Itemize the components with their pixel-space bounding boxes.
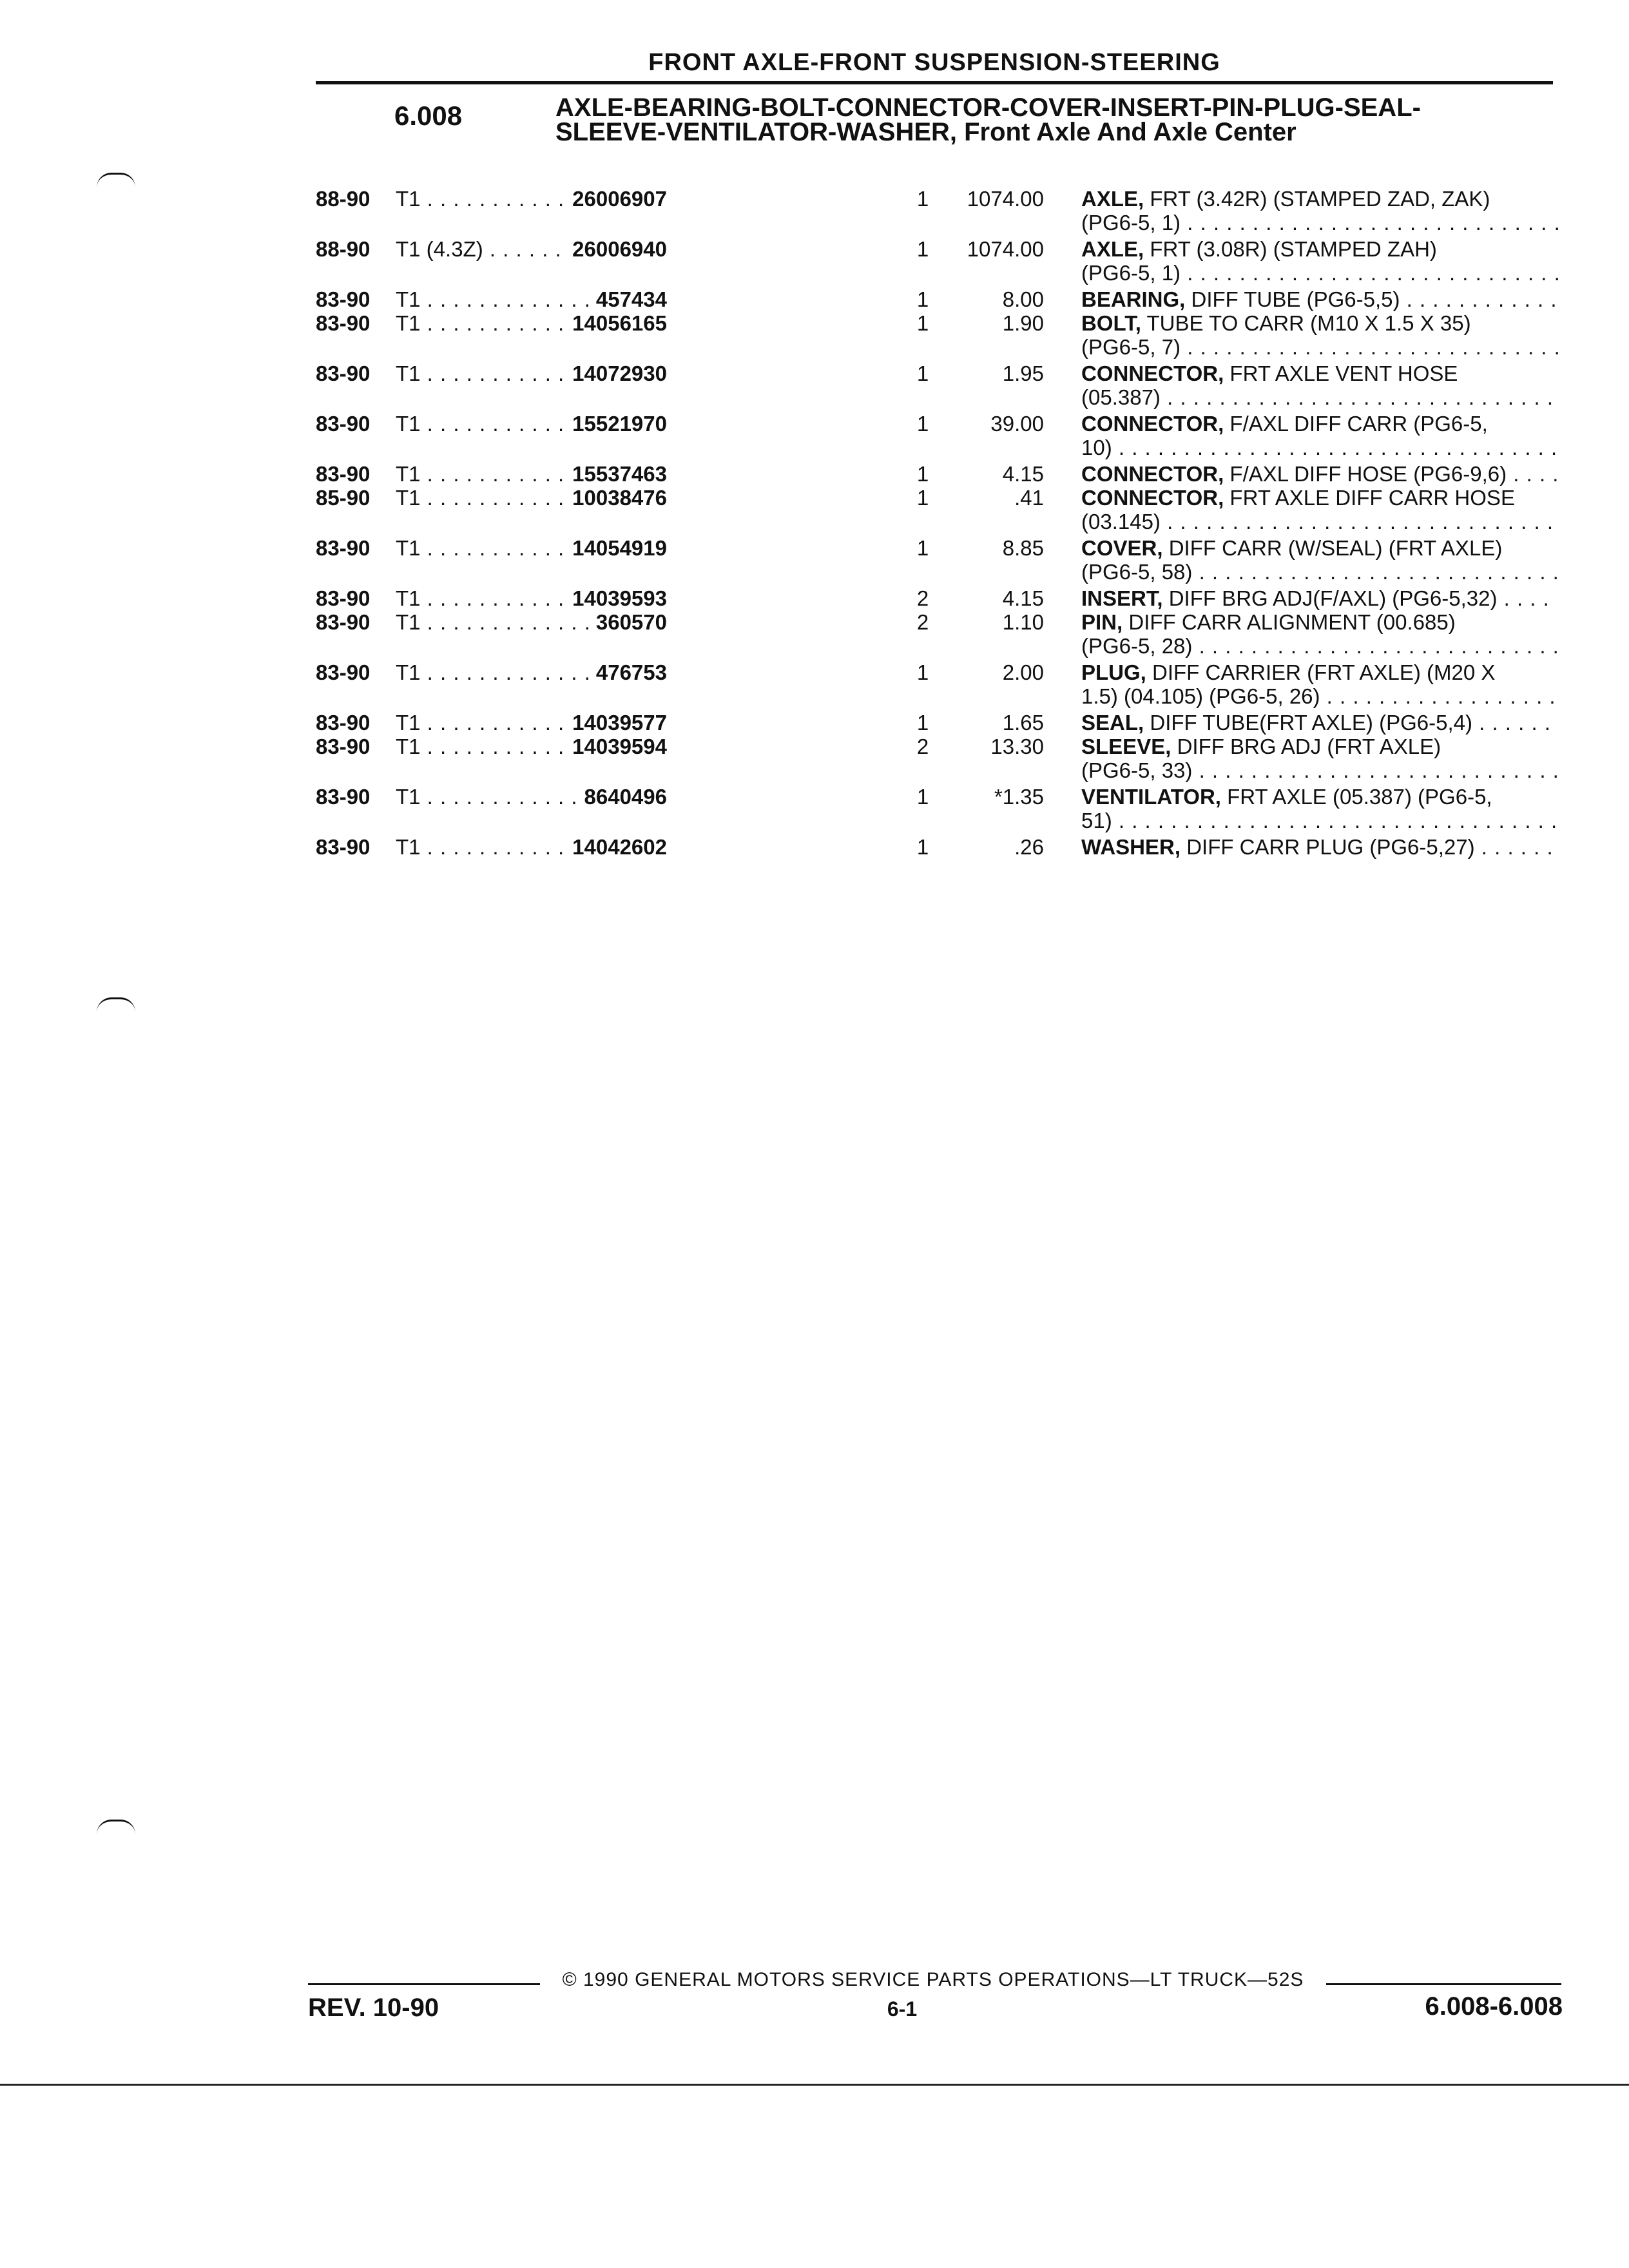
- price: .26: [1014, 835, 1044, 859]
- quantity: 1: [916, 287, 929, 311]
- part-name: BOLT,: [1081, 311, 1141, 335]
- model-code: T1 (4.3Z) . . .: [396, 237, 666, 261]
- description-text: DIFF TUBE(FRT AXLE) (PG6-5,4): [1150, 711, 1472, 735]
- description-text: FRT AXLE (05.387) (PG6-5,: [1227, 785, 1492, 809]
- description-line: [1081, 711, 1558, 735]
- description-text: FRT AXLE DIFF CARR HOSE: [1229, 486, 1515, 510]
- margin-mark: [97, 173, 135, 187]
- footer-revision: REV. 10-90: [308, 1994, 439, 2022]
- description: [1081, 735, 1558, 782]
- quantity: 1: [916, 237, 929, 261]
- quantity: 2: [916, 586, 929, 610]
- description-line: [1081, 486, 1558, 510]
- description-line: [1081, 361, 1558, 385]
- description-line: [1081, 187, 1558, 211]
- table-row: [316, 287, 1559, 311]
- model-years: 83-90: [316, 311, 371, 335]
- part-name: PIN,: [1081, 610, 1123, 634]
- part-name: INSERT,: [1081, 586, 1163, 610]
- footer-section-range: 6.008-6.008: [1425, 1992, 1563, 2021]
- price: 1.95: [1002, 361, 1044, 385]
- part-number: 14039594: [568, 735, 667, 758]
- description: [1081, 237, 1558, 285]
- description-line: [1081, 560, 1558, 584]
- description-text: DIFF TUBE (PG6-5,5): [1191, 287, 1400, 311]
- part-name: CONNECTOR,: [1081, 486, 1224, 510]
- description-line: [1081, 462, 1558, 486]
- price: 39.00: [990, 412, 1044, 436]
- part-name: SEAL,: [1081, 711, 1144, 735]
- part-name: BEARING,: [1081, 287, 1186, 311]
- description-text: DIFF BRG ADJ(F/AXL) (PG6-5,32): [1168, 586, 1498, 610]
- model-code: T1 . . .: [396, 660, 666, 684]
- part-number: 15521970: [568, 412, 667, 436]
- table-row: [316, 237, 1559, 285]
- quantity: 1: [916, 660, 929, 684]
- quantity: 1: [916, 536, 929, 560]
- description-line: [1081, 412, 1558, 436]
- model-code: T1 . . .: [396, 536, 666, 560]
- table-row: [316, 835, 1559, 859]
- description-text: F/AXL DIFF HOSE (PG6-9,6): [1229, 462, 1507, 486]
- model-years: 83-90: [316, 462, 371, 486]
- model-years: 83-90: [316, 412, 371, 436]
- model-years: 83-90: [316, 287, 371, 311]
- quantity: 1: [916, 486, 929, 510]
- description-text: FRT (3.08R) (STAMPED ZAH): [1150, 237, 1437, 261]
- quantity: 1: [916, 785, 929, 809]
- part-name: CONNECTOR,: [1081, 361, 1224, 385]
- table-row: [316, 785, 1559, 832]
- price: 1.65: [1002, 711, 1044, 735]
- model-code: T1 . . .: [396, 735, 666, 758]
- description-line: [1081, 610, 1558, 634]
- quantity: 1: [916, 462, 929, 486]
- description-text: 10): [1081, 436, 1112, 459]
- description-text: DIFF BRG ADJ (FRT AXLE): [1177, 735, 1441, 758]
- description-text: (PG6-5, 58): [1081, 560, 1193, 584]
- description: [1081, 711, 1558, 735]
- description: [1081, 361, 1558, 409]
- description-line: [1081, 758, 1558, 782]
- part-name: AXLE,: [1081, 187, 1144, 211]
- description: [1081, 610, 1558, 658]
- price: 4.15: [1002, 586, 1044, 610]
- quantity: 1: [916, 412, 929, 436]
- part-name: SLEEVE,: [1081, 735, 1171, 758]
- price: 4.15: [1002, 462, 1044, 486]
- description-text: (PG6-5, 1): [1081, 211, 1181, 235]
- quantity: 1: [916, 187, 929, 211]
- model-code: T1 . . .: [396, 586, 666, 610]
- part-number: 14072930: [568, 361, 667, 385]
- footer-page-number: 6-1: [887, 1997, 918, 2021]
- price: 1074.00: [967, 187, 1044, 211]
- description-text: (03.145): [1081, 510, 1161, 533]
- table-row: [316, 412, 1559, 459]
- model-code: T1 . . .: [396, 412, 666, 436]
- price: .41: [1014, 486, 1044, 510]
- table-row: [316, 536, 1559, 584]
- description-text: FRT AXLE VENT HOSE: [1229, 361, 1458, 385]
- page-header: FRONT AXLE-FRONT SUSPENSION-STEERING: [648, 49, 1220, 76]
- description-line: [1081, 287, 1558, 311]
- footer-rule: [1326, 1983, 1561, 1985]
- description-line: [1081, 436, 1558, 459]
- part-name: CONNECTOR,: [1081, 462, 1224, 486]
- table-row: [316, 735, 1559, 782]
- description: [1081, 660, 1558, 708]
- quantity: 2: [916, 610, 929, 634]
- description-line: [1081, 261, 1558, 285]
- bottom-rule: [0, 2084, 1629, 2086]
- model-years: 83-90: [316, 586, 371, 610]
- description: [1081, 311, 1558, 359]
- description: [1081, 486, 1558, 533]
- description-text: FRT (3.42R) (STAMPED ZAD, ZAK): [1150, 187, 1490, 211]
- part-number: 14039593: [568, 586, 667, 610]
- part-name: WASHER,: [1081, 835, 1181, 859]
- model-code: T1 . . .: [396, 486, 666, 510]
- model-code: T1 . . .: [396, 462, 666, 486]
- part-number: 14054919: [568, 536, 667, 560]
- table-row: [316, 610, 1559, 658]
- footer-rule: [308, 1983, 540, 1985]
- table-row: [316, 187, 1559, 235]
- description-line: [1081, 211, 1558, 235]
- description-text: TUBE TO CARR (M10 X 1.5 X 35): [1146, 311, 1471, 335]
- model-code: T1 . . .: [396, 187, 666, 211]
- model-code: T1 . . .: [396, 835, 666, 859]
- description: [1081, 586, 1558, 610]
- description-text: (PG6-5, 1): [1081, 261, 1181, 285]
- footer-copyright: © 1990 GENERAL MOTORS SERVICE PARTS OPERATIONS—LT TRUCK—52S: [562, 1969, 1304, 1990]
- description: [1081, 785, 1558, 832]
- description-text: (PG6-5, 28): [1081, 634, 1193, 658]
- model-code: T1 . . .: [396, 610, 666, 634]
- margin-mark: [97, 997, 135, 1012]
- description-line: [1081, 785, 1558, 809]
- price: *1.35: [994, 785, 1044, 809]
- description: [1081, 462, 1558, 486]
- description-text: DIFF CARR ALIGNMENT (00.685): [1128, 610, 1456, 634]
- part-number: 8640496: [581, 785, 667, 809]
- part-name: CONNECTOR,: [1081, 412, 1224, 436]
- description-text: (PG6-5, 33): [1081, 758, 1193, 782]
- description-text: DIFF CARR (W/SEAL) (FRT AXLE): [1168, 536, 1503, 560]
- description-line: [1081, 335, 1558, 359]
- description-line: [1081, 385, 1558, 409]
- part-number: 14056165: [568, 311, 667, 335]
- quantity: 1: [916, 361, 929, 385]
- margin-mark: [97, 1820, 135, 1834]
- description-line: [1081, 237, 1558, 261]
- parts-list: [316, 187, 1559, 859]
- model-years: 83-90: [316, 536, 371, 560]
- part-number: 14039577: [568, 711, 667, 735]
- model-code: T1 . . .: [396, 311, 666, 335]
- model-code: T1 . . .: [396, 711, 666, 735]
- description-line: [1081, 311, 1558, 335]
- description-text: DIFF CARRIER (FRT AXLE) (M20 X: [1152, 660, 1496, 684]
- model-years: 83-90: [316, 785, 371, 809]
- model-years: 85-90: [316, 486, 371, 510]
- table-row: [316, 311, 1559, 359]
- part-name: COVER,: [1081, 536, 1163, 560]
- part-number: 14042602: [568, 835, 667, 859]
- table-row: [316, 586, 1559, 610]
- model-years: 88-90: [316, 237, 371, 261]
- description: [1081, 412, 1558, 459]
- model-years: 83-90: [316, 361, 371, 385]
- table-row: [316, 660, 1559, 708]
- description: [1081, 287, 1558, 311]
- quantity: 1: [916, 835, 929, 859]
- quantity: 1: [916, 311, 929, 335]
- price: 13.30: [990, 735, 1044, 758]
- part-number: 26006907: [568, 187, 667, 211]
- description-line: [1081, 735, 1558, 758]
- model-code: T1 . . .: [396, 287, 666, 311]
- header-rule: [316, 81, 1553, 84]
- description-line: [1081, 586, 1558, 610]
- model-code: T1 . . .: [396, 785, 666, 809]
- description-line: [1081, 634, 1558, 658]
- part-number: 26006940: [568, 237, 667, 261]
- price: 1074.00: [967, 237, 1044, 261]
- part-number: 360570: [592, 610, 667, 634]
- price: 8.85: [1002, 536, 1044, 560]
- description-line: [1081, 510, 1558, 533]
- description-text: 51): [1081, 809, 1112, 832]
- table-row: [316, 486, 1559, 533]
- part-name: VENTILATOR,: [1081, 785, 1221, 809]
- quantity: 1: [916, 711, 929, 735]
- description-line: [1081, 809, 1558, 832]
- price: 1.90: [1002, 311, 1044, 335]
- description-text: DIFF CARR PLUG (PG6-5,27): [1186, 835, 1475, 859]
- section-title: AXLE-BEARING-BOLT-CONNECTOR-COVER-INSERT-PIN-PLUG-SEAL-SLEEVE-VENTILATOR-WASHER, Front Axle And Axle Center: [555, 93, 1421, 146]
- price: 1.10: [1002, 610, 1044, 634]
- section-number: 6.008: [394, 101, 463, 131]
- description-line: [1081, 835, 1558, 859]
- part-number: 457434: [592, 287, 667, 311]
- description: [1081, 187, 1558, 235]
- model-years: 83-90: [316, 711, 371, 735]
- table-row: [316, 711, 1559, 735]
- part-number: 15537463: [568, 462, 667, 486]
- part-number: 476753: [592, 660, 667, 684]
- table-row: [316, 462, 1559, 486]
- description: [1081, 536, 1558, 584]
- part-number: 10038476: [568, 486, 667, 510]
- model-years: 83-90: [316, 735, 371, 758]
- description-line: [1081, 684, 1558, 708]
- model-code: T1 . . .: [396, 361, 666, 385]
- description: [1081, 835, 1558, 859]
- model-years: 83-90: [316, 660, 371, 684]
- part-name: PLUG,: [1081, 660, 1146, 684]
- description-line: [1081, 660, 1558, 684]
- price: 2.00: [1002, 660, 1044, 684]
- quantity: 2: [916, 735, 929, 758]
- model-years: 88-90: [316, 187, 371, 211]
- description-text: (PG6-5, 7): [1081, 335, 1181, 359]
- model-years: 83-90: [316, 610, 371, 634]
- description-line: [1081, 536, 1558, 560]
- description-text: 1.5) (04.105) (PG6-5, 26): [1081, 684, 1320, 708]
- description-text: (05.387): [1081, 385, 1161, 409]
- description-text: F/AXL DIFF CARR (PG6-5,: [1229, 412, 1488, 436]
- table-row: [316, 361, 1559, 409]
- model-years: 83-90: [316, 835, 371, 859]
- part-name: AXLE,: [1081, 237, 1144, 261]
- price: 8.00: [1002, 287, 1044, 311]
